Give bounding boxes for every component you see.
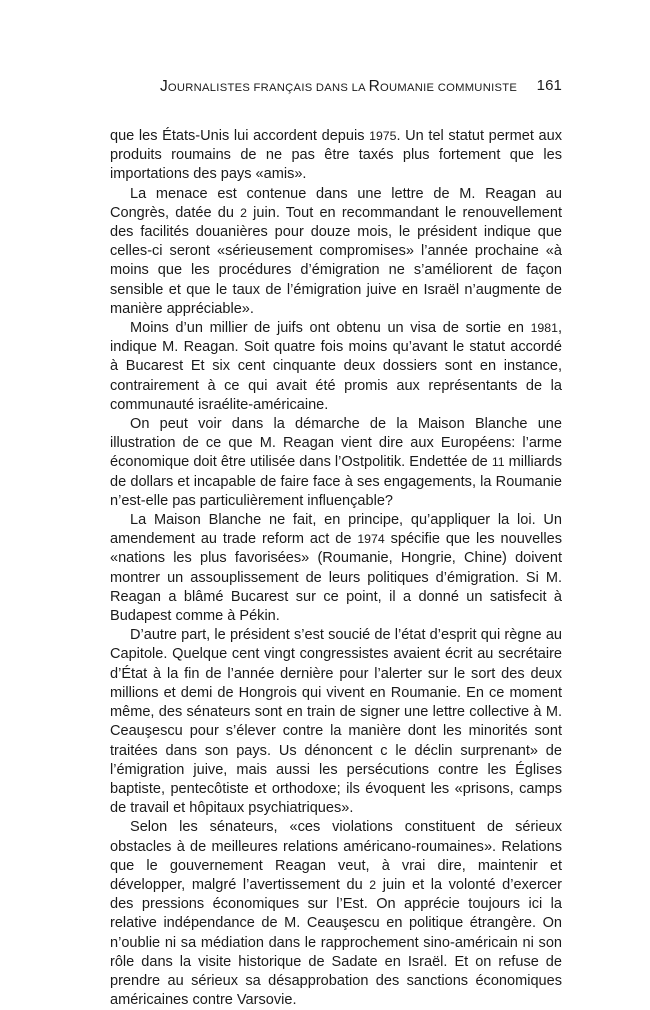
- text-run: D’autre part, le président s’est soucié de l’état d’esprit qui règne au Capitole. Quelque cent vingt congressistes avaient écrit au secrétaire d’État à la fin de l’année dernière pour l’alerter sur le sort des deux millions et demi de Hongrois qui vivent en Roumanie. En ce moment même, des sénateurs sont en train de signer une lettre collective à M. Ceauşescu pour s’élever contre la manière dont les minorités sont traitées dans son pays. Us dénoncent c le déclin surprenant» de l’émigration juive, mais aussi les persécutions contre les Églises baptiste, pentecôtiste et orthodoxe; ils évoquent les «prisons, camps de travail et hôpitaux psychiatriques».: [110, 627, 562, 817]
- text-run: Selon les sénateurs, «ces violations constituent de sérieux obstacles à de meilleures relations américano-roumaines». Relations que le gouvernement Reagan veut, à vrai dire, maintenir et développer, malgré l’avertissement du: [110, 819, 562, 893]
- numeral: 2: [240, 205, 247, 220]
- numeral: 1975: [369, 129, 397, 143]
- text-run: spécifie que les nouvelles «nations les plus favorisées» (Roumanie, Hongrie, Chine) doivent montrer un assouplissement de leurs politiques d’émigration. Si M. Reagan a blâmé Bucarest sur ce point, il a donné un satisfecit à Budapest comme à Pékin.: [110, 531, 562, 625]
- numeral: 1981: [530, 321, 558, 336]
- text-run: que les États-Unis lui accordent depuis: [110, 128, 370, 144]
- running-title-part: R: [368, 78, 380, 95]
- text-run: juin et la volonté d’exercer des pressions économiques sur l’Est. On apprécie toujours ici la relative indépendance de M. Ceauşescu en politique étrangère. On n’oublie ni sa médiation dans le rapprochement sino-américain ni son rôle dans la visite historique de Sadate en Israël. Et on refuse de prendre au sérieux sa désapprobation des sanctions économiques américaines contre Varsovie.: [110, 876, 562, 1009]
- running-title-part: OURNALISTES FRANÇAIS DANS LA: [167, 82, 369, 94]
- page-number: 161: [536, 77, 562, 94]
- paragraph: [110, 511, 562, 626]
- paragraph: [110, 818, 562, 1010]
- numeral: 2: [369, 877, 377, 892]
- paragraph: [110, 127, 562, 185]
- running-header: [110, 74, 562, 96]
- text-run: La Maison Blanche ne fait, en principe, qu’appliquer la loi. Un amendement au trade reform act de: [110, 512, 562, 548]
- text-run: Moins d’un millier de juifs ont obtenu un visa de sortie en: [130, 320, 531, 337]
- text-run: La menace est contenue dans une lettre de M. Reagan au Congrès, datée du: [110, 185, 562, 221]
- text-run: On peut voir dans la démarche de la Maison Blanche une illustration de ce que M. Reagan vient dire aux Européens: l’arme économique doit être utilisée dans l’Ostpolitik. Endettée de: [110, 416, 562, 471]
- text-run: juin. Tout en recommandant le renouvellement des facilités douanières pour douze mois, le président indique que celles-ci seront «sérieusement compromises» l’année prochaine «à moins que les procédures d’émigration ne s’améliorent de façon sensible et que le taux de l’émigration juive en Israël n’augmente de manière appréciable».: [110, 204, 562, 317]
- numeral: 11: [491, 455, 505, 470]
- body-text: [110, 127, 562, 1010]
- text-run: . Un tel statut permet aux produits roumains de ne pas être taxés plus fortement que les importations des pays «amis».: [110, 128, 562, 183]
- numeral: 1974: [357, 532, 385, 547]
- paragraph: [110, 415, 562, 511]
- running-title: [160, 78, 517, 96]
- text-run: , indique M. Reagan. Soit quatre fois moins qu’avant le statut accordé à Bucarest Et six cent cinquante deux dossiers sont en instance, contrairement à ce qui avait été promis aux représentants de la communauté israélite-américaine.: [110, 320, 562, 413]
- paragraph: [110, 626, 562, 818]
- paragraph: [110, 185, 562, 319]
- paragraph: [110, 319, 562, 415]
- text-run: milliards de dollars et incapable de faire face à ses engagements, la Roumanie n’est-elle pas particulièrement influençable?: [110, 454, 562, 509]
- running-title-part: OUMANIE COMMUNISTE: [379, 82, 518, 94]
- running-title-part: J: [160, 78, 168, 95]
